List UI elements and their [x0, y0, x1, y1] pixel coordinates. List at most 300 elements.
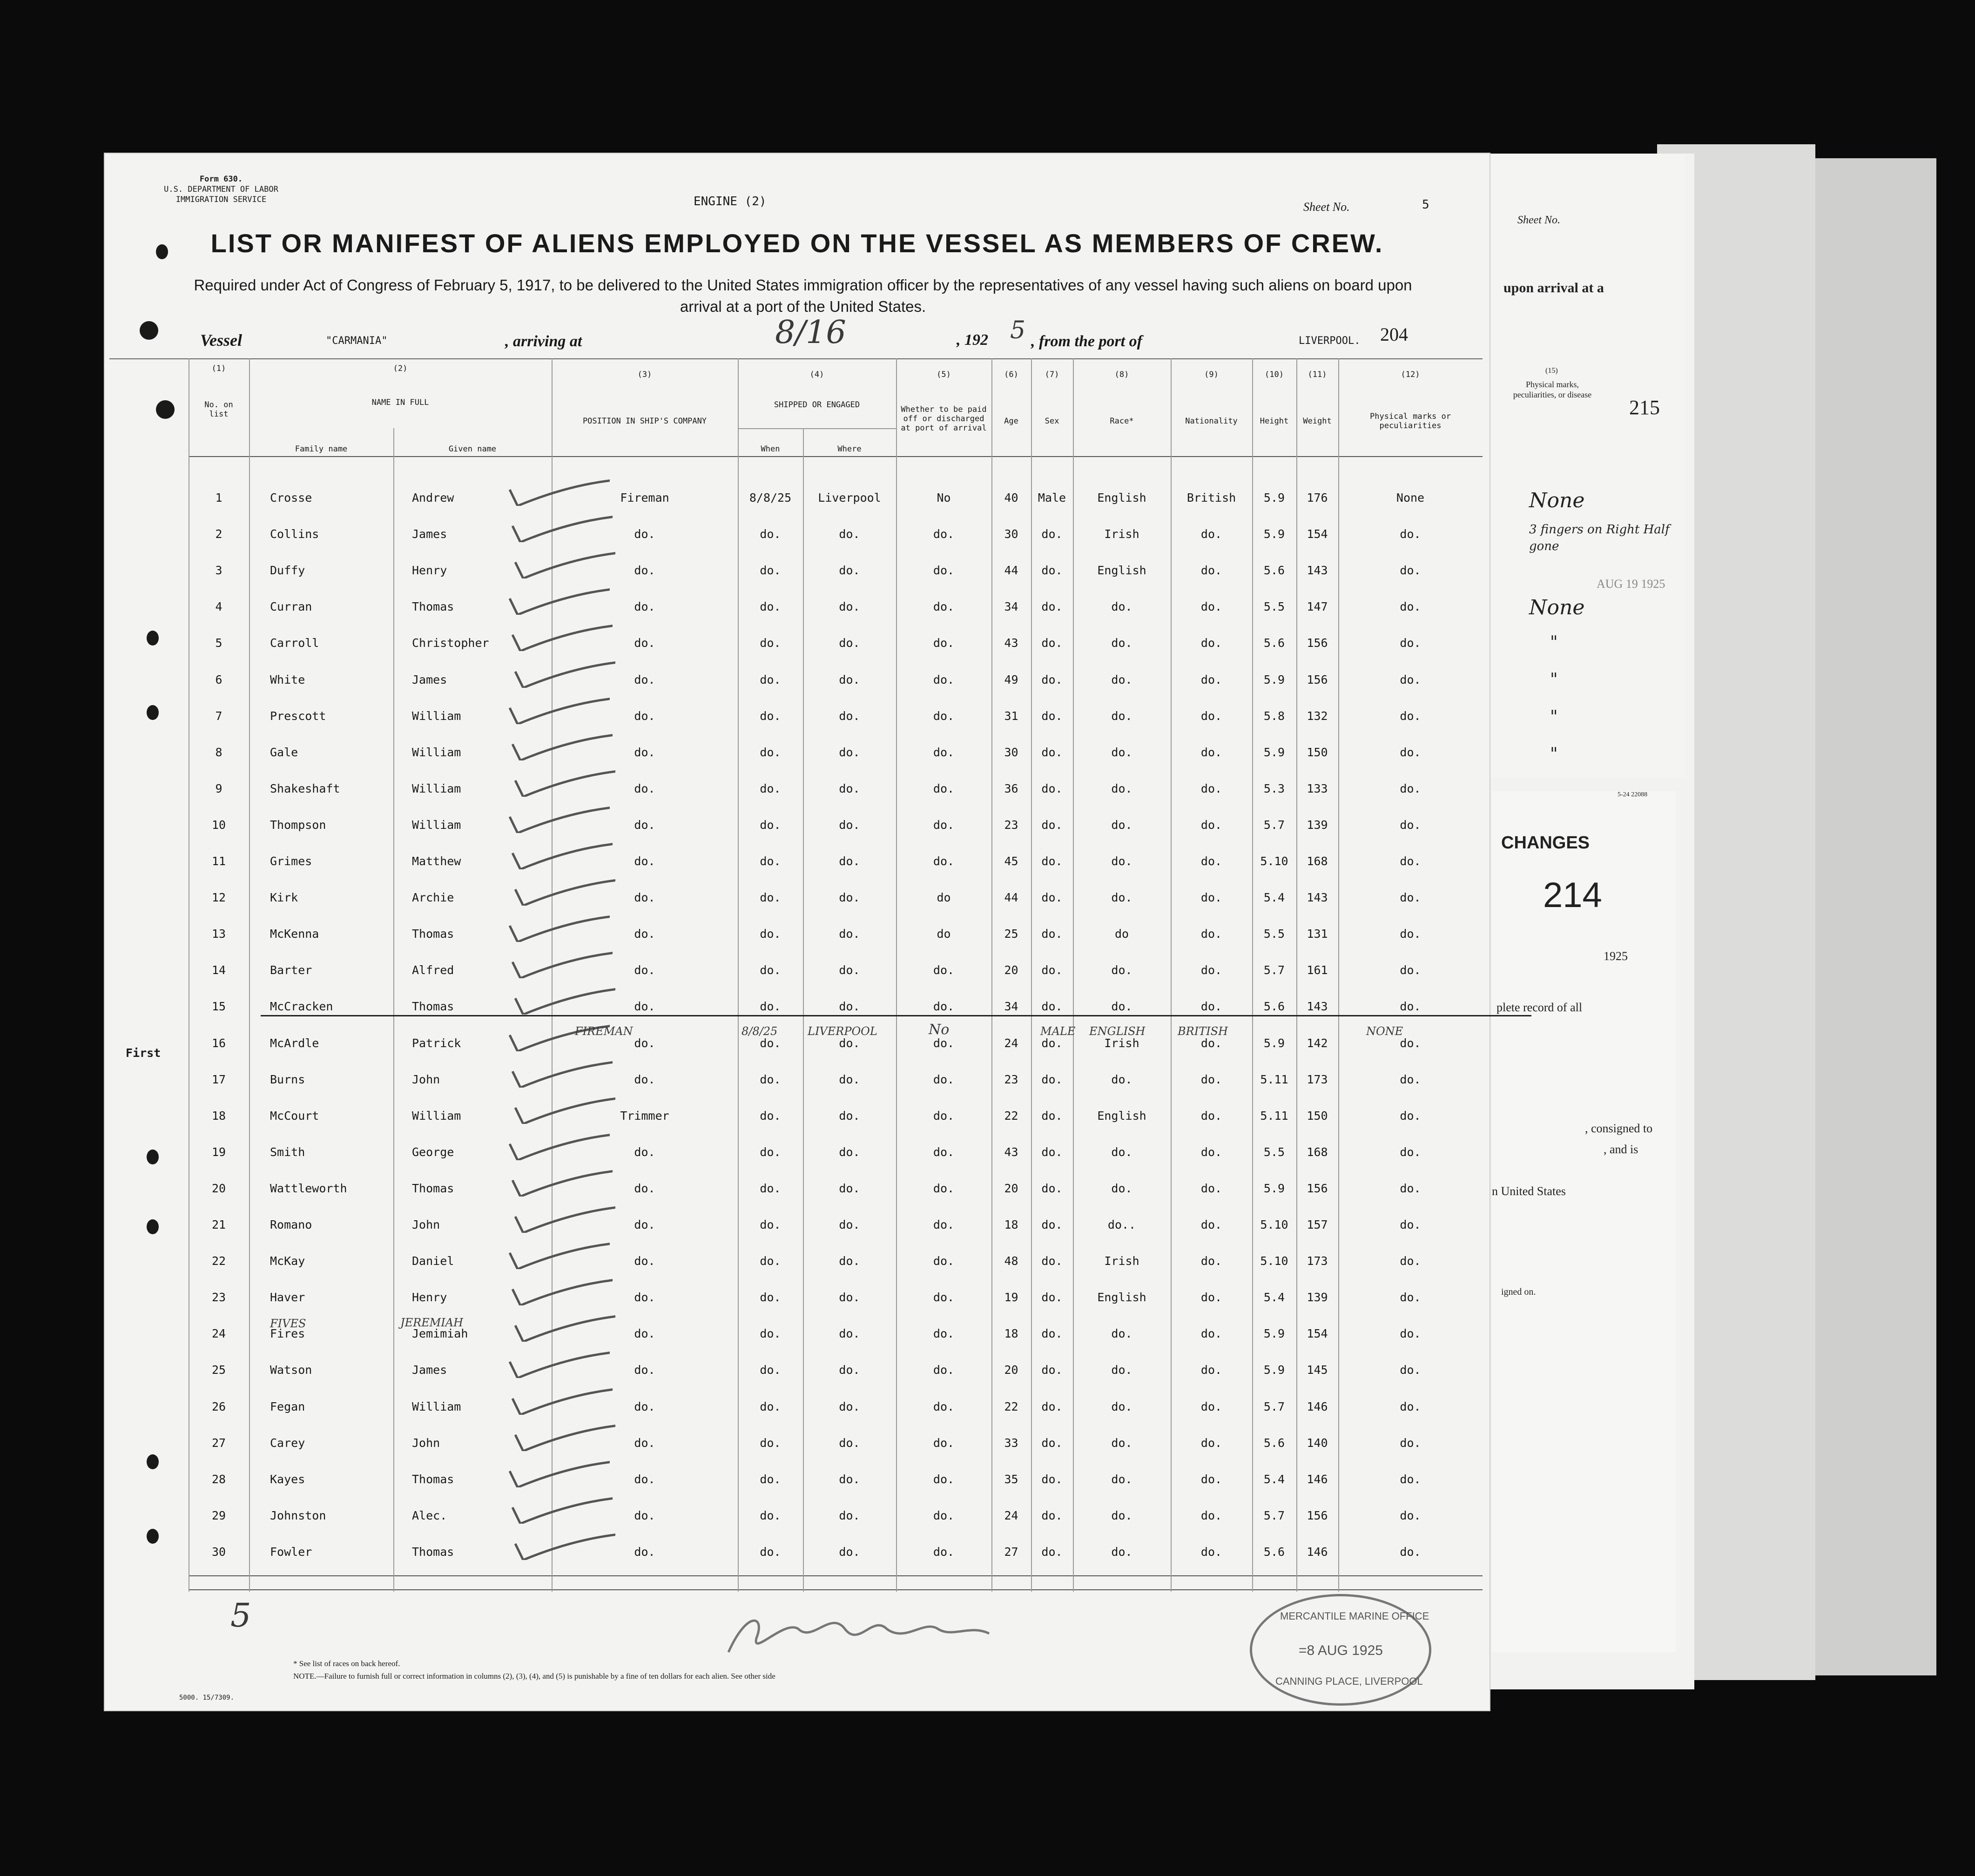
- col-header-age: Age: [1004, 417, 1018, 426]
- footer-note: NOTE.—Failure to furnish full or correct information in columns (2), (3), (4), and (5) is punishable by a fine of ten dollars for each alien. See other side: [293, 1672, 775, 1681]
- cell-paid: do.: [933, 1436, 955, 1450]
- cell-position: do.: [634, 854, 655, 868]
- checkmark-icon: [510, 950, 613, 978]
- cell-marks: do.: [1400, 1363, 1421, 1377]
- cell-when: do.: [760, 746, 781, 759]
- cell-family: McCracken: [270, 1000, 333, 1013]
- right-date-stamp: AUG 19 1925: [1597, 577, 1665, 591]
- cell-age: 34: [1004, 1000, 1018, 1013]
- cell-paid: do.: [933, 1145, 955, 1159]
- cell-height: 5.4: [1263, 1291, 1285, 1304]
- cell-when: do.: [760, 891, 781, 904]
- cell-sex: do.: [1041, 1000, 1063, 1013]
- row16-hand-position: FIREMAN: [575, 1025, 633, 1038]
- cell-paid: do.: [933, 636, 955, 650]
- row16-hand-where: LIVERPOOL: [808, 1025, 877, 1038]
- cell-family: Prescott: [270, 709, 326, 723]
- cell-no: 27: [211, 1436, 226, 1450]
- cell-where: do.: [839, 818, 860, 832]
- cell-no: 29: [211, 1509, 226, 1522]
- sheet-number: 5: [1422, 198, 1429, 212]
- table-top-rule: [109, 358, 1483, 359]
- checkmark-icon: [510, 1387, 613, 1415]
- cell-sex: do.: [1041, 746, 1063, 759]
- cell-given: William: [412, 1400, 461, 1413]
- cell-marks: do.: [1400, 1036, 1421, 1050]
- punch-hole: [147, 705, 159, 720]
- cell-age: 44: [1004, 891, 1018, 904]
- cell-race: do..: [1107, 1218, 1136, 1231]
- cell-family: Kirk: [270, 891, 298, 904]
- cell-weight: 139: [1307, 1291, 1328, 1304]
- cell-when: do.: [760, 782, 781, 795]
- cell-position: do.: [634, 891, 655, 904]
- first-label: First: [126, 1046, 161, 1060]
- checkmark-icon: [510, 1278, 613, 1305]
- col-divider-2: [249, 358, 250, 1592]
- cell-where: do.: [839, 1000, 860, 1013]
- cell-position: do.: [634, 1363, 655, 1377]
- cell-where: do.: [839, 1327, 860, 1340]
- cell-paid: do: [937, 927, 951, 941]
- cell-when: do.: [760, 1145, 781, 1159]
- cell-given: Thomas: [412, 1182, 454, 1195]
- cell-family: Smith: [270, 1145, 305, 1159]
- cell-paid: No: [937, 491, 951, 504]
- cell-paid: do.: [933, 673, 955, 686]
- cell-no: 22: [211, 1254, 226, 1268]
- year-hand: 5: [1010, 316, 1026, 344]
- cell-given: William: [412, 782, 461, 795]
- cell-given: Archie: [412, 891, 454, 904]
- cell-family: Haver: [270, 1291, 305, 1304]
- cell-race: do.: [1111, 1073, 1132, 1086]
- sheet-no-label: Sheet No.: [1303, 200, 1350, 214]
- stamp-number: 204: [1380, 324, 1408, 345]
- cell-paid: do.: [933, 1254, 955, 1268]
- cell-race: do.: [1111, 1145, 1132, 1159]
- cell-marks: do.: [1400, 1436, 1421, 1450]
- right-note-4: ": [1550, 633, 1558, 652]
- cell-race: Irish: [1104, 527, 1139, 541]
- cell-family: Romano: [270, 1218, 312, 1231]
- cell-when: do.: [760, 1400, 781, 1413]
- cell-height: 5.6: [1263, 564, 1285, 577]
- cell-height: 5.9: [1263, 527, 1285, 541]
- cell-where: do.: [839, 963, 860, 977]
- cell-sex: do.: [1041, 927, 1063, 941]
- cell-race: do.: [1111, 963, 1132, 977]
- cell-family: Kayes: [270, 1473, 305, 1486]
- engine-label: ENGINE (2): [694, 195, 767, 208]
- cell-nat: do.: [1200, 1545, 1222, 1559]
- cell-age: 25: [1004, 927, 1018, 941]
- cell-given: Christopher: [412, 636, 489, 650]
- cell-sex: do.: [1041, 1218, 1063, 1231]
- cell-marks: do.: [1400, 1182, 1421, 1195]
- cell-race: do.: [1111, 1327, 1132, 1340]
- cell-no: 24: [211, 1327, 226, 1340]
- checkmark-icon: [513, 660, 615, 688]
- cell-no: 19: [211, 1145, 226, 1159]
- col-header-sex: Sex: [1045, 417, 1059, 426]
- cell-race: do.: [1111, 1400, 1132, 1413]
- cell-position: do.: [634, 818, 655, 832]
- cell-race: do.: [1111, 636, 1132, 650]
- cell-marks: do.: [1400, 1109, 1421, 1123]
- cell-age: 20: [1004, 1182, 1018, 1195]
- cell-marks: do.: [1400, 1073, 1421, 1086]
- cell-race: English: [1097, 1109, 1146, 1123]
- cell-marks: do.: [1400, 709, 1421, 723]
- cell-nat: do.: [1200, 891, 1222, 904]
- form-number: Form 630.: [199, 175, 243, 184]
- cell-given: James: [412, 1363, 447, 1377]
- cell-no: 6: [215, 673, 222, 686]
- print-code: 5000. 15/7309.: [179, 1694, 235, 1701]
- cell-where: do.: [839, 1109, 860, 1123]
- cell-nat: do.: [1200, 673, 1222, 686]
- col-num-10: (10): [1265, 370, 1284, 379]
- cell-where: do.: [839, 1473, 860, 1486]
- cell-race: do.: [1111, 1473, 1132, 1486]
- cell-no: 21: [211, 1218, 226, 1231]
- cell-age: 24: [1004, 1509, 1018, 1522]
- cell-position: do.: [634, 1145, 655, 1159]
- cell-paid: do.: [933, 1218, 955, 1231]
- cell-family: Johnston: [270, 1509, 326, 1522]
- background-page-3: [1806, 158, 1936, 1675]
- cell-height: 5.6: [1263, 636, 1285, 650]
- cell-nat: do.: [1200, 1182, 1222, 1195]
- cell-nat: do.: [1200, 1073, 1222, 1086]
- col-header-where: Where: [837, 444, 862, 454]
- checkmark-icon: [513, 1532, 615, 1560]
- cell-family: McArdle: [270, 1036, 319, 1050]
- right-and-is: , and is: [1604, 1143, 1638, 1156]
- cell-weight: 157: [1307, 1218, 1328, 1231]
- cell-given: John: [412, 1218, 440, 1231]
- cell-age: 18: [1004, 1327, 1018, 1340]
- cell-marks: do.: [1400, 1400, 1421, 1413]
- col-header-when: When: [761, 444, 780, 454]
- cell-marks: do.: [1400, 673, 1421, 686]
- cell-weight: 156: [1307, 1509, 1328, 1522]
- page-title: LIST OR MANIFEST OF ALIENS EMPLOYED ON THE VESSEL AS MEMBERS OF CREW.: [210, 229, 1384, 258]
- row16-hand-race: ENGLISH: [1089, 1025, 1146, 1038]
- col-header-name: NAME IN FULL: [371, 398, 429, 407]
- cell-family: Carey: [270, 1436, 305, 1450]
- cell-height: 5.7: [1263, 1400, 1285, 1413]
- cell-height: 5.9: [1263, 491, 1285, 504]
- cell-given: Thomas: [412, 600, 454, 613]
- cell-weight: 140: [1307, 1436, 1328, 1450]
- cell-height: 5.8: [1263, 709, 1285, 723]
- cell-marks: do.: [1400, 1145, 1421, 1159]
- cell-when: do.: [760, 673, 781, 686]
- cell-family: McCourt: [270, 1109, 319, 1123]
- cell-nat: do.: [1200, 1145, 1222, 1159]
- cell-age: 36: [1004, 782, 1018, 795]
- cell-when: do.: [760, 1363, 781, 1377]
- col-num-11: (11): [1308, 370, 1327, 379]
- cell-weight: 176: [1307, 491, 1328, 504]
- cell-when: do.: [760, 1182, 781, 1195]
- cell-weight: 143: [1307, 564, 1328, 577]
- cell-age: 19: [1004, 1291, 1018, 1304]
- cell-position: do.: [634, 709, 655, 723]
- cell-weight: 132: [1307, 709, 1328, 723]
- cell-no: 5: [215, 636, 222, 650]
- races-note: * See list of races on back hereof.: [293, 1659, 400, 1668]
- cell-position: do.: [634, 1509, 655, 1522]
- cell-marks: do.: [1400, 891, 1421, 904]
- cell-race: do.: [1111, 1509, 1132, 1522]
- cell-position: do.: [634, 564, 655, 577]
- cell-nat: do.: [1200, 927, 1222, 941]
- cell-sex: do.: [1041, 527, 1063, 541]
- cell-height: 5.5: [1263, 1145, 1285, 1159]
- cell-where: do.: [839, 600, 860, 613]
- cell-race: do.: [1111, 600, 1132, 613]
- cell-sex: do.: [1041, 818, 1063, 832]
- checkmark-icon: [507, 1132, 610, 1160]
- cell-sex: do.: [1041, 1109, 1063, 1123]
- department-name: U.S. DEPARTMENT OF LABOR: [164, 185, 278, 194]
- col-divider-3: [393, 428, 394, 1592]
- checkmark-icon: [513, 1314, 615, 1342]
- right-note-6: ": [1550, 707, 1558, 726]
- cell-given: George: [412, 1145, 454, 1159]
- cell-sex: do.: [1041, 1473, 1063, 1486]
- header-bottom-rule: [189, 456, 1483, 457]
- cell-age: 30: [1004, 527, 1018, 541]
- cell-paid: do.: [933, 854, 955, 868]
- cell-nat: do.: [1200, 1436, 1222, 1450]
- cell-weight: 143: [1307, 891, 1328, 904]
- row24-given-correction: JEREMIAH: [400, 1316, 464, 1329]
- cell-sex: do.: [1041, 891, 1063, 904]
- cell-height: 5.4: [1263, 1473, 1285, 1486]
- cell-where: do.: [839, 636, 860, 650]
- cell-race: do.: [1111, 818, 1132, 832]
- cell-given: Andrew: [412, 491, 454, 504]
- cell-height: 5.10: [1260, 1218, 1288, 1231]
- cell-family: Thompson: [270, 818, 326, 832]
- cell-where: do.: [839, 1254, 860, 1268]
- cell-paid: do.: [933, 709, 955, 723]
- cell-family: White: [270, 673, 305, 686]
- cell-marks: do.: [1400, 1291, 1421, 1304]
- cell-no: 8: [215, 746, 222, 759]
- checkmark-icon: [513, 551, 615, 578]
- stamp-line1: MERCANTILE MARINE OFFICE: [1280, 1610, 1429, 1622]
- cell-where: do.: [839, 709, 860, 723]
- row16-hand-marks: NONE: [1366, 1025, 1403, 1038]
- cell-race: do.: [1111, 1436, 1132, 1450]
- cell-marks: do.: [1400, 1000, 1421, 1013]
- cell-height: 5.6: [1263, 1545, 1285, 1559]
- cell-age: 45: [1004, 854, 1018, 868]
- cell-marks: do.: [1400, 963, 1421, 977]
- cell-height: 5.7: [1263, 818, 1285, 832]
- cell-sex: do.: [1041, 1400, 1063, 1413]
- cell-position: do.: [634, 1254, 655, 1268]
- cell-when: 8/8/25: [749, 491, 792, 504]
- checkmark-icon: [513, 1423, 615, 1451]
- cell-race: do.: [1111, 1000, 1132, 1013]
- cell-weight: 156: [1307, 636, 1328, 650]
- cell-height: 5.9: [1263, 746, 1285, 759]
- cell-paid: do.: [933, 1182, 955, 1195]
- cell-no: 1: [215, 491, 222, 504]
- cell-nat: do.: [1200, 1400, 1222, 1413]
- right-note-2: 3 fingers on Right Half gone: [1529, 523, 1670, 553]
- cell-given: Jemimiah: [412, 1327, 468, 1340]
- cell-when: do.: [760, 1073, 781, 1086]
- cell-sex: do.: [1041, 564, 1063, 577]
- row24-family-correction: FIVES: [270, 1317, 306, 1330]
- cell-no: 2: [215, 527, 222, 541]
- right-year: 1925: [1604, 949, 1628, 963]
- cell-sex: do.: [1041, 1327, 1063, 1340]
- cell-race: English: [1097, 564, 1146, 577]
- cell-height: 5.9: [1263, 1327, 1285, 1340]
- cell-given: James: [412, 673, 447, 686]
- cell-nat: do.: [1200, 1363, 1222, 1377]
- cell-sex: do.: [1041, 1145, 1063, 1159]
- cell-height: 5.11: [1260, 1073, 1288, 1086]
- checkmark-icon: [507, 1241, 610, 1269]
- col-header-paid: Whether to be paid off or discharged at port of arrival: [901, 405, 987, 433]
- cell-height: 5.4: [1263, 891, 1285, 904]
- cell-age: 31: [1004, 709, 1018, 723]
- cell-given: William: [412, 709, 461, 723]
- shipped-subrule: [738, 428, 896, 429]
- cell-no: 26: [211, 1400, 226, 1413]
- cell-weight: 168: [1307, 854, 1328, 868]
- right-sheet-no-label: Sheet No.: [1517, 214, 1560, 226]
- cell-height: 5.5: [1263, 927, 1285, 941]
- cell-weight: 150: [1307, 746, 1328, 759]
- cell-weight: 146: [1307, 1545, 1328, 1559]
- cell-paid: do: [937, 891, 951, 904]
- cell-height: 5.9: [1263, 1182, 1285, 1195]
- cell-race: English: [1097, 1291, 1146, 1304]
- cell-weight: 156: [1307, 673, 1328, 686]
- right-changes-title: CHANGES: [1501, 833, 1590, 853]
- cell-marks: do.: [1400, 564, 1421, 577]
- cell-given: William: [412, 818, 461, 832]
- col-header-height: Height: [1260, 417, 1289, 426]
- stamp-date: =8 AUG 1925: [1299, 1643, 1383, 1658]
- cell-nat: do.: [1200, 1036, 1222, 1050]
- right-changes-number: 214: [1543, 875, 1602, 915]
- cell-age: 24: [1004, 1036, 1018, 1050]
- cell-family: Carroll: [270, 636, 319, 650]
- cell-family: McKay: [270, 1254, 305, 1268]
- col-num-4: (4): [809, 370, 824, 379]
- cell-marks: do.: [1400, 1473, 1421, 1486]
- cell-no: 12: [211, 891, 226, 904]
- cell-given: Thomas: [412, 927, 454, 941]
- cell-sex: Male: [1038, 491, 1066, 504]
- cell-when: do.: [760, 636, 781, 650]
- checkmark-icon: [507, 1350, 610, 1378]
- cell-paid: do.: [933, 564, 955, 577]
- cell-when: do.: [760, 1218, 781, 1231]
- cell-sex: do.: [1041, 709, 1063, 723]
- cell-age: 20: [1004, 963, 1018, 977]
- cell-given: John: [412, 1436, 440, 1450]
- col-header-no: No. on list: [204, 400, 233, 419]
- cell-nat: do.: [1200, 1218, 1222, 1231]
- cell-nat: do.: [1200, 1254, 1222, 1268]
- cell-age: 18: [1004, 1218, 1018, 1231]
- checkmark-icon: [513, 769, 615, 797]
- cell-race: do.: [1111, 1545, 1132, 1559]
- cell-given: Alfred: [412, 963, 454, 977]
- cell-race: Irish: [1104, 1036, 1139, 1050]
- cell-position: do.: [634, 673, 655, 686]
- cell-family: Shakeshaft: [270, 782, 340, 795]
- cell-paid: do.: [933, 527, 955, 541]
- cell-no: 17: [211, 1073, 226, 1086]
- checkmark-icon: [507, 478, 610, 506]
- col-num-3: (3): [637, 370, 652, 379]
- right-form-code: 5-24 22088: [1618, 791, 1648, 798]
- cell-no: 3: [215, 564, 222, 577]
- cell-nat: do.: [1200, 1473, 1222, 1486]
- cell-paid: do.: [933, 1545, 955, 1559]
- right-consigned: , consigned to: [1585, 1122, 1653, 1135]
- cell-position: do.: [634, 927, 655, 941]
- cell-position: do.: [634, 636, 655, 650]
- right-complete-record: plete record of all: [1496, 1001, 1583, 1014]
- cell-age: 40: [1004, 491, 1018, 504]
- cell-age: 34: [1004, 600, 1018, 613]
- cell-where: do.: [839, 1400, 860, 1413]
- col-header-marks: Physical marks or peculiarities: [1370, 412, 1451, 430]
- mercantile-marine-stamp: [1250, 1594, 1431, 1706]
- cell-position: Fireman: [620, 491, 669, 504]
- checkmark-icon: [513, 1096, 615, 1124]
- cell-where: do.: [839, 746, 860, 759]
- cell-nat: do.: [1200, 746, 1222, 759]
- from-port-label: , from the port of: [1031, 333, 1142, 350]
- cell-where: do.: [839, 1182, 860, 1195]
- cell-sex: do.: [1041, 854, 1063, 868]
- cell-race: do.: [1111, 1363, 1132, 1377]
- cell-height: 5.7: [1263, 1509, 1285, 1522]
- cell-no: 30: [211, 1545, 226, 1559]
- cell-sex: do.: [1041, 963, 1063, 977]
- cell-age: 23: [1004, 818, 1018, 832]
- cell-weight: 145: [1307, 1363, 1328, 1377]
- cell-when: do.: [760, 527, 781, 541]
- cell-weight: 139: [1307, 818, 1328, 832]
- cell-paid: do.: [933, 1363, 955, 1377]
- cell-race: do.: [1111, 673, 1132, 686]
- col-num-12: (12): [1401, 370, 1420, 379]
- punch-hole: [147, 1529, 159, 1544]
- cell-position: do.: [634, 1327, 655, 1340]
- punch-hole: [140, 321, 158, 340]
- cell-no: 16: [211, 1036, 226, 1050]
- col-num-6: (6): [1004, 370, 1018, 379]
- cell-paid: do.: [933, 600, 955, 613]
- cell-sex: do.: [1041, 1509, 1063, 1522]
